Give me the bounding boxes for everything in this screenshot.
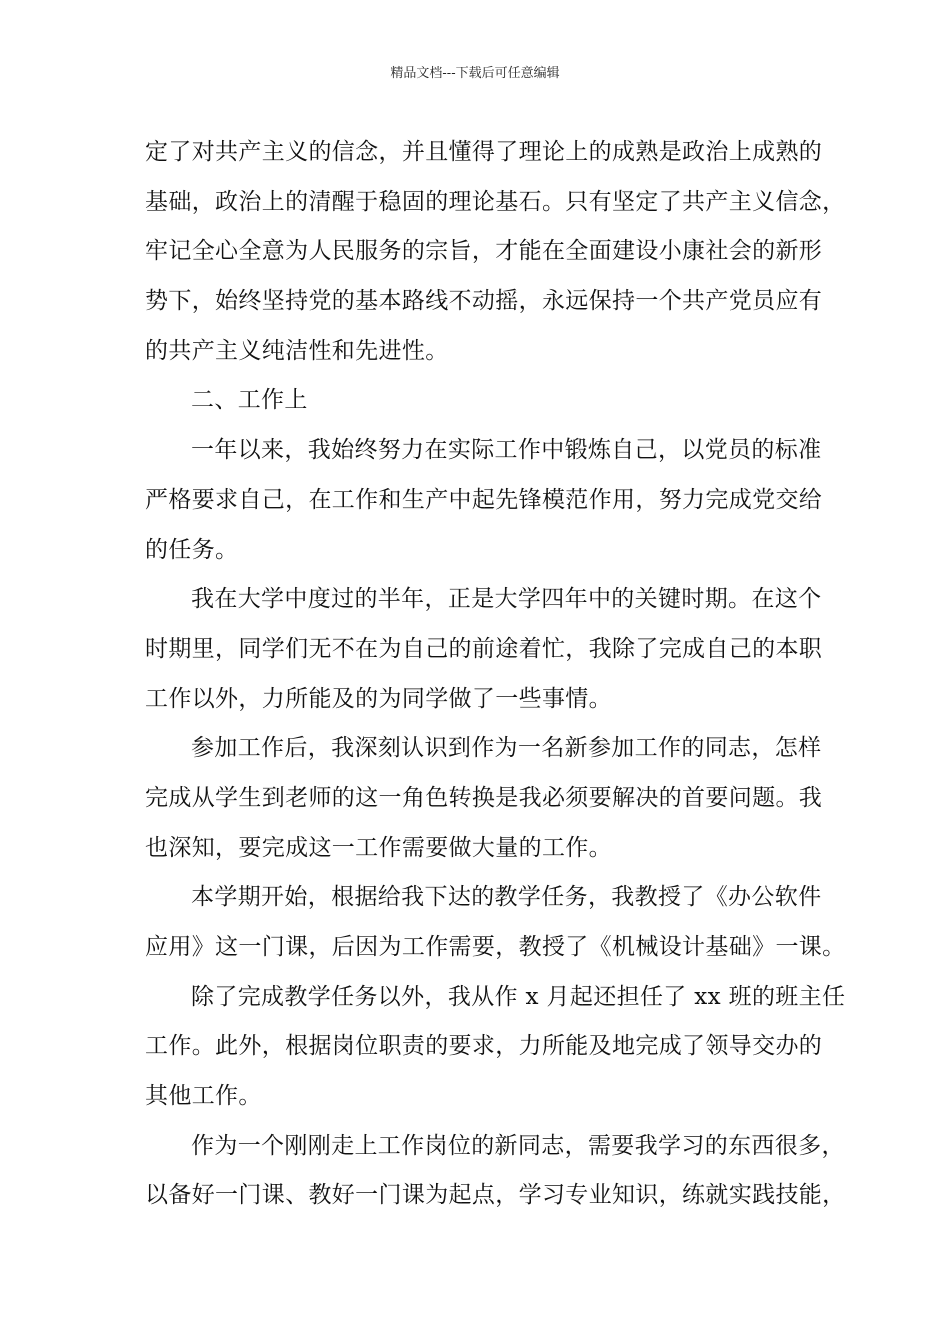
text-line: 应用》这一门课，后因为工作需要，教授了《机械设计基础》一课。 [145, 934, 846, 960]
text-line: 的共产主义纯洁性和先进性。 [145, 337, 449, 364]
text-line: 以备好一门课、教好一门课为起点，学习专业知识，练就实践技能， [145, 1182, 846, 1209]
text-line: 的任务。 [145, 536, 239, 563]
text-line: 我在大学中度过的半年，正是大学四年中的关键时期。在这个 [191, 586, 822, 613]
text-line: 一年以来，我始终努力在实际工作中锻炼自己，以党员的标准 [191, 437, 822, 464]
text-line: 时期里，同学们无不在为自己的前途着忙，我除了完成自己的本职 [145, 635, 823, 662]
text-line: 工作。此外，根据岗位职责的要求，力所能及地完成了领导交办的 [145, 1033, 823, 1060]
text-line: 势下，始终坚持党的基本路线不动摇，永远保持一个共产党员应有 [145, 288, 823, 315]
text-line: 完成从学生到老师的这一角色转换是我必须要解决的首要问题。我 [145, 784, 823, 811]
text-line: 参加工作后，我深刻认识到作为一名新参加工作的同志，怎样 [191, 735, 822, 762]
text-line: 工作以外，力所能及的为同学做了一些事情。 [145, 685, 612, 712]
text-line: 严格要求自己，在工作和生产中起先锋模范作用，努力完成党交给 [145, 486, 823, 513]
text-line: 作为一个刚刚走上工作岗位的新同志，需要我学习的东西很多， [191, 1132, 845, 1159]
text-line: 除了完成教学任务以外，我从作 x 月起还担任了 xx 班的班主任 [191, 983, 846, 1010]
section-heading: 二、工作上 [191, 387, 308, 414]
text-line: 基础，政治上的清醒于稳固的理论基石。只有坚定了共产主义信念， [145, 188, 846, 215]
text-line: 也深知，要完成这一工作需要做大量的工作。 [145, 834, 612, 861]
body-text [145, 128, 846, 1221]
text-line: 其他工作。 [145, 1083, 262, 1110]
page-header: 精品文档---下载后可任意编辑 [390, 66, 560, 81]
text-line: 牢记全心全意为人民服务的宗旨，才能在全面建设小康社会的新形 [145, 238, 823, 265]
text-line: 定了对共产主义的信念，并且懂得了理论上的成熟是政治上成熟的 [145, 139, 823, 165]
text-line: 本学期开始，根据给我下达的教学任务，我教授了《办公软件 [191, 884, 822, 911]
